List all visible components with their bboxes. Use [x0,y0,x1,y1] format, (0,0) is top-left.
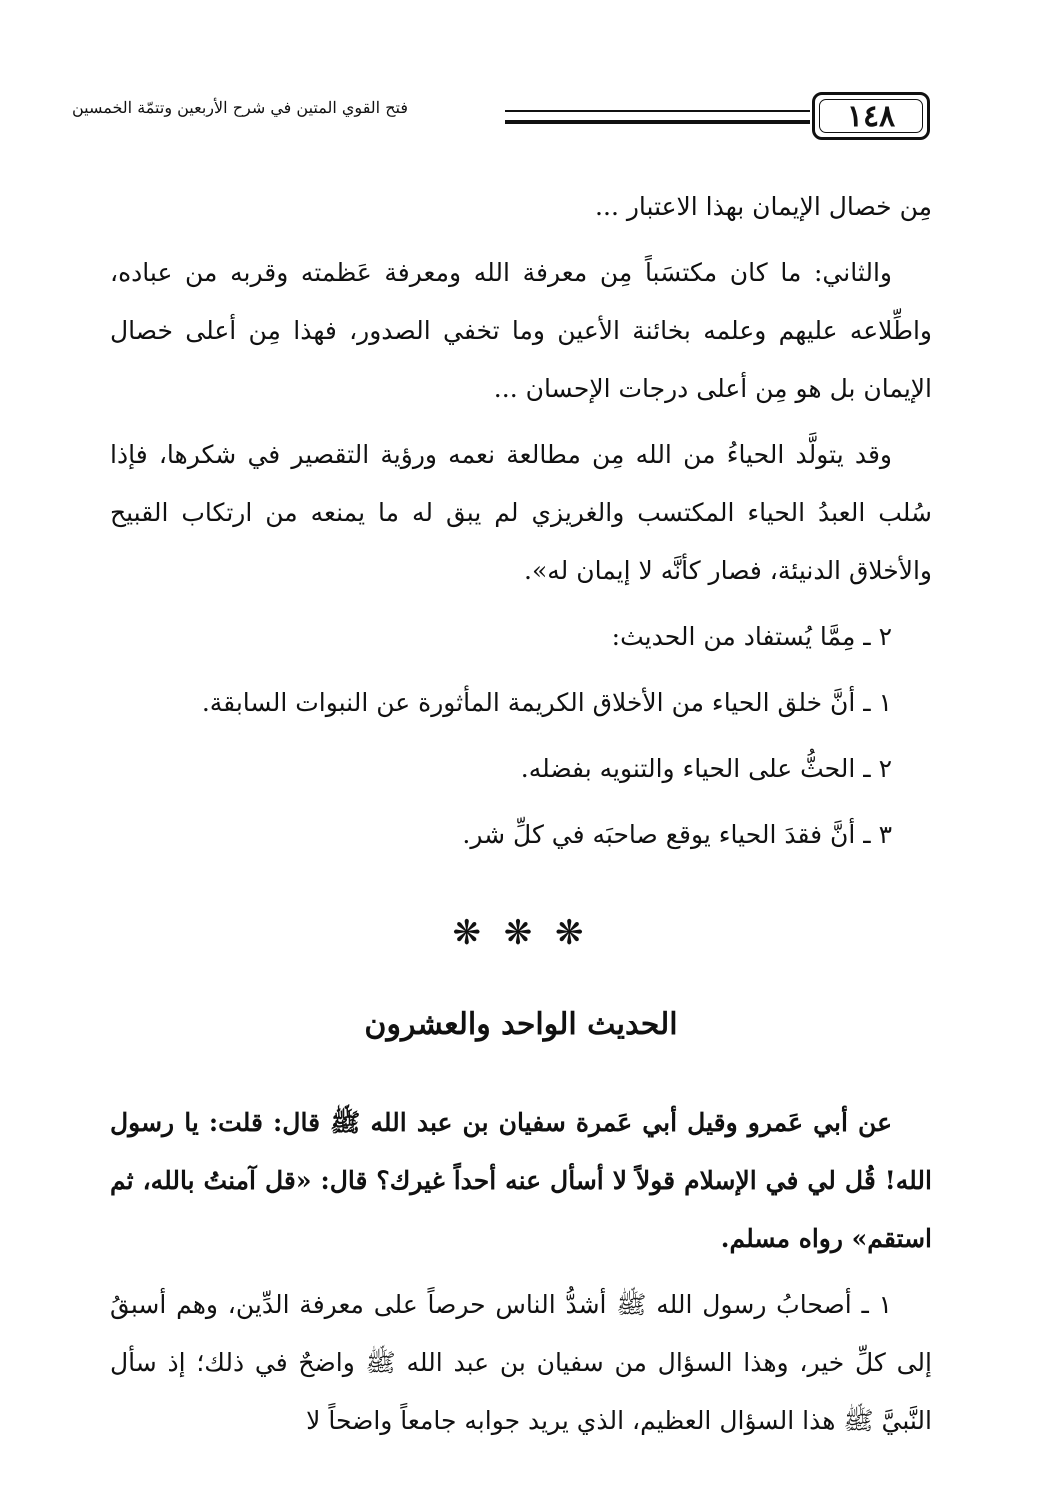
page-number-text: ١٤٨ [846,98,896,134]
chapter-title: الحديث الواحد والعشرون [364,1007,678,1042]
header-rule [505,110,810,124]
paragraph: والثاني: ما كان مكتسَباً مِن معرفة الله ومعرفة عَظمته وقربه من عباده، واطِّلاعه عليهم وعلمه بخائنة الأعين وما تخفي الصدور، فهذا مِن أعلى خصال الإيمان بل هو مِن أعلى درجات الإحسان ... [110,258,932,403]
paragraph: ١ ـ أصحابُ رسول الله ﷺ أشدُّ الناس حرصاً على معرفة الدِّين، وهم أسبقُ إلى كلِّ خير، وهذا السؤال من سفيان بن عبد الله ﷺ واضحٌ في ذلك؛ إذ سأل النَّبيَّ ﷺ هذا السؤال العظيم، الذي يريد جوابه جامعاً واضحاً لا [110,1290,932,1435]
benefits-heading: ٢ ـ مِمَّا يُستفاد من الحديث: [611,622,892,651]
section-separator: ❋ ❋ ❋ [452,913,590,953]
book-title: فتح القوي المتين في شرح الأربعين وتتمّة الخمسين [71,98,408,117]
benefit-item: ٣ ـ أنَّ فقدَ الحياء يوقع صاحبَه في كلِّ شر. [462,820,892,849]
page-content [110,178,932,1458]
paragraph: وقد يتولَّد الحياءُ من الله مِن مطالعة نعمه ورؤية التقصير في شكرها، فإذا سُلب العبدُ الحياء المكتسب والغريزي لم يبق له ما يمنعه من ارتكاب القبيح والأخلاق الدنيئة، فصار كأنَّه لا إيمان له». [110,440,932,585]
page-header [71,92,930,144]
hadith-text: عن أبي عَمرو وقيل أبي عَمرة سفيان بن عبد الله ﷺ قال: قلت: يا رسول الله! قُل لي في الإسلام قولاً لا أسأل عنه أحداً غيرك؟ قال: «قل آمنتُ بالله، ثم استقم» رواه مسلم. [110,1108,932,1253]
benefit-item: ١ ـ أنَّ خلق الحياء من الأخلاق الكريمة المأثورة عن النبوات السابقة. [201,688,892,717]
paragraph: مِن خصال الإيمان بهذا الاعتبار ... [595,192,932,221]
page-number [812,92,930,140]
benefit-item: ٢ ـ الحثُّ على الحياء والتنويه بفضله. [520,754,892,783]
